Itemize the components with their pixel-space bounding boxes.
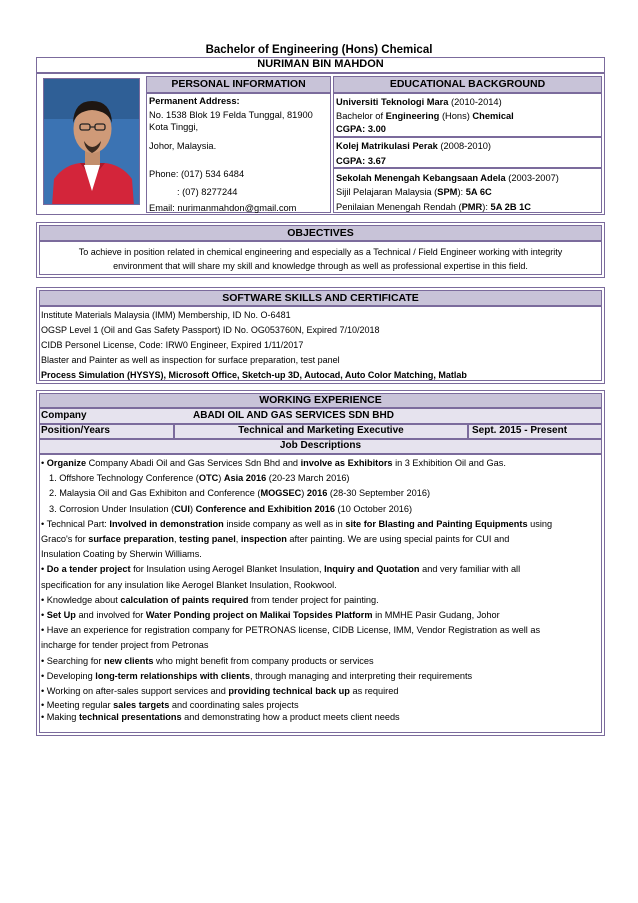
em: involve as Exhibitors <box>300 458 393 468</box>
job-line <box>41 456 599 471</box>
skill-item: OGSP Level 1 (Oil and Gas Safety Passport) ID No. OG053760N, Expired 7/10/2018 <box>41 325 380 335</box>
txt: Graco's for <box>41 534 89 545</box>
txt: 2. Malaysia Oil and Gas Exhibiton and Conference ( <box>49 488 261 499</box>
bullet: • <box>41 458 47 468</box>
txt: Company Abadi Oil and Gas Services Sdn Bhd and <box>86 458 301 468</box>
objectives-header: OBJECTIVES <box>39 225 602 241</box>
profile-photo <box>43 78 140 205</box>
txt: , through managing and interpreting their requirements <box>249 670 473 681</box>
txt: (10 October 2016) <box>334 503 413 514</box>
em: providing technical back up <box>228 686 350 697</box>
txt: , <box>235 534 241 545</box>
phone-mobile: Phone: (017) 534 6484 <box>149 169 245 179</box>
job-line <box>41 711 599 723</box>
job-desc-title: Job Descriptions <box>279 440 362 451</box>
job-line <box>41 593 599 608</box>
job-line <box>41 699 599 711</box>
kmp-name: Kolej Matrikulasi Perak <box>336 141 438 151</box>
txt: and demonstrating how a product meets client needs <box>181 712 400 723</box>
em: Involved in demonstration <box>109 518 224 529</box>
em: new clients <box>103 655 154 666</box>
em: Inquiry and Quotation <box>324 564 420 575</box>
job-line <box>41 502 599 517</box>
em: Conference and Exhibition 2016 <box>195 503 335 514</box>
txt: for Insulation using Aerogel Blanket Insulation, <box>130 564 325 575</box>
em: MOGSEC <box>260 488 302 499</box>
address-line-1: No. 1538 Blok 19 Felda Tunggal, 81900 <box>149 110 313 120</box>
txt: and involved for <box>75 610 146 621</box>
address-label: Permanent Address: <box>149 96 240 106</box>
em: 2016 <box>306 488 328 499</box>
em: Asia 2016 <box>223 473 267 484</box>
txt: in MMHE Pasir Gudang, Johor <box>372 610 500 621</box>
em: surface preparation <box>88 534 174 545</box>
txt: in 3 Exhibition Oil and Gas. <box>392 458 506 468</box>
em: long-term relationships with clients <box>95 670 250 681</box>
job-line: incharge for tender project from Petronas <box>41 640 209 651</box>
job-line <box>41 684 599 699</box>
bullet: • <box>41 610 47 621</box>
skills-header: SOFTWARE SKILLS AND CERTIFICATE <box>39 290 602 306</box>
job-line <box>41 608 599 623</box>
spm-text: Sijil Pelajaran Malaysia ( <box>336 187 438 197</box>
em: sales targets <box>113 700 170 711</box>
em: Set Up <box>46 610 76 621</box>
job-line <box>41 669 599 684</box>
kmp-years: (2008-2010) <box>437 141 492 151</box>
kmp-line <box>336 140 491 152</box>
txt: • Technical Part: <box>41 518 110 529</box>
bullet: • <box>41 564 47 575</box>
personal-info-header: PERSONAL INFORMATION <box>146 76 331 93</box>
objectives-line-2: environment that will share my skill and knowledge through as well as professional expertise in this field. <box>113 261 528 271</box>
candidate-name: NURIMAN BIN MAHDON <box>257 58 384 70</box>
txt: after painting. We are using special paints for CUI and <box>286 534 510 545</box>
spm-abbr: SPM <box>437 187 458 197</box>
address-line-3: Johor, Malaysia. <box>149 141 217 151</box>
degree-major: Chemical <box>472 111 514 121</box>
job-line <box>41 486 599 501</box>
txt: ) <box>189 503 196 514</box>
position-label: Position/Years <box>41 425 110 436</box>
phone-home: : (07) 8277244 <box>177 187 238 197</box>
em: inspection <box>240 534 287 545</box>
txt: using <box>527 518 553 529</box>
uni-name: Universiti Teknologi Mara <box>336 97 449 107</box>
spm-result: 5A 6C <box>465 187 492 197</box>
txt: • Making <box>41 712 79 723</box>
pmr-text: Penilaian Menengah Rendah ( <box>336 202 462 212</box>
em: OTC <box>198 473 219 484</box>
objectives-line-1: To achieve in position related in chemical engineering and especially as a Technical / Field Engineer working with integrity <box>78 247 563 257</box>
spm-line <box>336 186 492 198</box>
txt: • Meeting regular <box>41 700 114 711</box>
em: CUI <box>174 503 190 514</box>
em: testing panel <box>179 534 236 545</box>
sm-line <box>336 172 559 184</box>
txt: , <box>173 534 180 545</box>
position-value: Technical and Marketing Executive <box>238 425 404 436</box>
txt: from tender project for painting. <box>248 594 379 605</box>
pmr-result: 5A 2B 1C <box>490 202 532 212</box>
education-header: EDUCATIONAL BACKGROUND <box>333 76 602 93</box>
sm-name: Sekolah Menengah Kebangsaan Adela <box>336 173 506 183</box>
em: Organize <box>46 458 87 468</box>
person-photo-icon <box>44 79 140 205</box>
uni-cgpa: CGPA: 3.00 <box>336 124 386 134</box>
em: Do a tender project <box>46 564 131 575</box>
txt: inside company as well as in <box>223 518 346 529</box>
txt: (20-23 March 2016) <box>266 473 350 484</box>
txt: 1. Offshore Technology Conference ( <box>49 473 199 484</box>
txt: (28-30 September 2016) <box>327 488 431 499</box>
company-label: Company <box>41 410 87 421</box>
txt: ) <box>218 473 224 484</box>
years-value: Sept. 2015 - Present <box>472 425 568 436</box>
skill-item: Blaster and Painter as well as inspection for surface preparation, test panel <box>41 355 340 365</box>
txt: as required <box>349 686 399 697</box>
spm-sep: ): <box>457 187 466 197</box>
job-line <box>41 654 599 669</box>
txt: and very familiar with all <box>419 564 521 575</box>
degree-part: Bachelor of <box>336 111 386 121</box>
em: calculation of paints required <box>120 594 249 605</box>
uni-line <box>336 96 502 108</box>
degree-hons: (Hons) <box>439 111 473 121</box>
txt: who might benefit from company products or services <box>153 655 374 666</box>
sm-years: (2003-2007) <box>505 173 559 183</box>
kmp-cgpa: CGPA: 3.67 <box>336 156 386 166</box>
txt: • Knowledge about <box>41 594 121 605</box>
job-line <box>41 562 599 577</box>
address-line-2: Kota Tinggi, <box>149 122 199 132</box>
pmr-sep: ): <box>482 202 491 212</box>
company-value: ABADI OIL AND GAS SERVICES SDN BHD <box>193 410 394 421</box>
work-header: WORKING EXPERIENCE <box>39 393 602 408</box>
job-line: specification for any insulation like Aerogel Blanket Insulation, Rookwool. <box>41 579 337 590</box>
txt: • Developing <box>41 670 96 681</box>
email-address: Email: nurimanmahdon@gmail.com <box>149 203 297 213</box>
txt: • Searching for <box>41 655 104 666</box>
uni-years: (2010-2014) <box>448 97 502 107</box>
skill-item: Process Simulation (HYSYS), Microsoft Office, Sketch-up 3D, Autocad, Auto Color Matching, Matlab <box>41 370 467 380</box>
job-line <box>41 517 599 532</box>
pmr-line <box>336 201 531 213</box>
job-desc-list <box>41 456 599 723</box>
skill-item: CIDB Personel License, Code: IRW0 Engineer, Expired 1/11/2017 <box>41 340 304 350</box>
em: technical presentations <box>78 712 182 723</box>
txt: and coordinating sales projects <box>169 700 299 711</box>
txt: 3. Corrosion Under Insulation ( <box>49 503 175 514</box>
uni-degree <box>336 110 514 122</box>
skill-item: Institute Materials Malaysia (IMM) Membership, ID No. O-6481 <box>41 310 291 320</box>
name-bar <box>36 57 605 73</box>
degree-field: Engineering <box>385 111 440 121</box>
page-title: Bachelor of Engineering (Hons) Chemical <box>205 44 433 56</box>
job-line: • Have an experience for registration company for PETRONAS license, CIDB License, IMM, Vendor Registration as well as <box>41 625 541 636</box>
txt: ) <box>301 488 307 499</box>
job-line <box>41 532 599 547</box>
em: Water Ponding project on Malikai Topsides Platform <box>145 610 373 621</box>
em: site for Blasting and Painting Equipments <box>345 518 528 529</box>
txt: • Working on after-sales support services and <box>41 686 229 697</box>
pmr-abbr: PMR <box>461 202 483 212</box>
job-line <box>41 471 599 486</box>
job-line: Insulation Coating by Sherwin Williams. <box>41 549 202 560</box>
